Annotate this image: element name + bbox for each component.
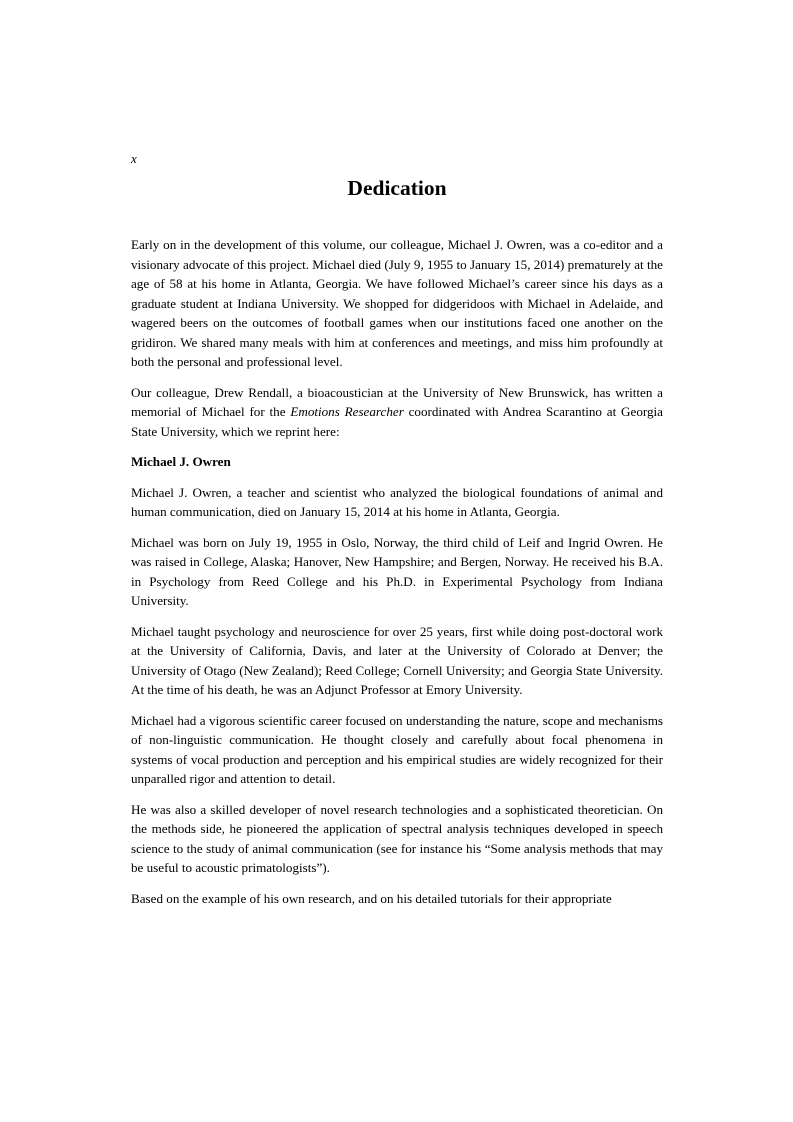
paragraph-methods: He was also a skilled developer of novel research technologies and a sophisticated theoretician. On the methods side, he pioneered the application of spectral analysis techniques developed in speech science to the study of animal communication (see for instance his “Some analysis methods that may be useful to acoustic primatologists”). — [131, 801, 663, 875]
page-title: Dedication — [347, 176, 447, 200]
page-number: x — [131, 151, 137, 166]
paragraph-biography-birth: Michael was born on July 19, 1955 in Oslo, Norway, the third child of Leif and Ingrid Owren. He was raised in College, Alaska; Hanover, New Hampshire; and Bergen, Norway. He received his B.A. in Psychology from Reed College and his Ph.D. in Experimental Psychology from Indiana University. — [131, 534, 663, 608]
page-body — [131, 235, 663, 919]
journal-title-italic: Emotions Researcher — [290, 404, 404, 419]
text-run: coordinated with Andrea Scarantino at Georgia State University, which we reprint here: — [131, 404, 663, 439]
paragraph-continued: Based on the example of his own research, and on his detailed tutorials for their appropriate — [131, 890, 612, 906]
section-heading-michael-j-owren: Michael J. Owren — [131, 454, 231, 469]
paragraph-memorial-note — [131, 383, 663, 442]
paragraph-obituary-lead: Michael J. Owren, a teacher and scientist who analyzed the biological foundations of animal and human communication, died on January 15, 2014 at his home in Atlanta, Georgia. — [131, 484, 663, 519]
text-run: Our colleague, Drew Rendall, a bioacoustician at the University of New Brunswick, has written a memorial of Michael for the — [131, 384, 663, 419]
paragraph-intro: Early on in the development of this volume, our colleague, Michael J. Owren, was a co-editor and a visionary advocate of this project. Michael died (July 9, 1955 to January 15, 2014) prematurely at the age of 58 at his home in Atlanta, Georgia. We have followed Michael’s career since his days as a graduate student at Indiana University. We shopped for didgeridoos with Michael in Adelaide, and wagered beers on the outcomes of football games when our institutions faced one another on the gridiron. We shared many meals with him at conferences and meetings, and miss him profoundly at both the personal and professional level. — [131, 237, 663, 369]
paragraph-scientific-career: Michael had a vigorous scientific career focused on understanding the nature, scope and mechanisms of non-linguistic communication. He thought closely and carefully about focal phenomena in systems of vocal production and perception and his empirical studies are widely recognized for their unparalled rigor and attention to detail. — [131, 712, 663, 786]
paragraph-teaching-career: Michael taught psychology and neuroscience for over 25 years, first while doing post-doctoral work at the University of California, Davis, and later at the University of Colorado at Denver; the University of Otago (New Zealand); Reed College; Cornell University; and Georgia State University. At the time of his death, he was an Adjunct Professor at Emory University. — [131, 623, 663, 697]
